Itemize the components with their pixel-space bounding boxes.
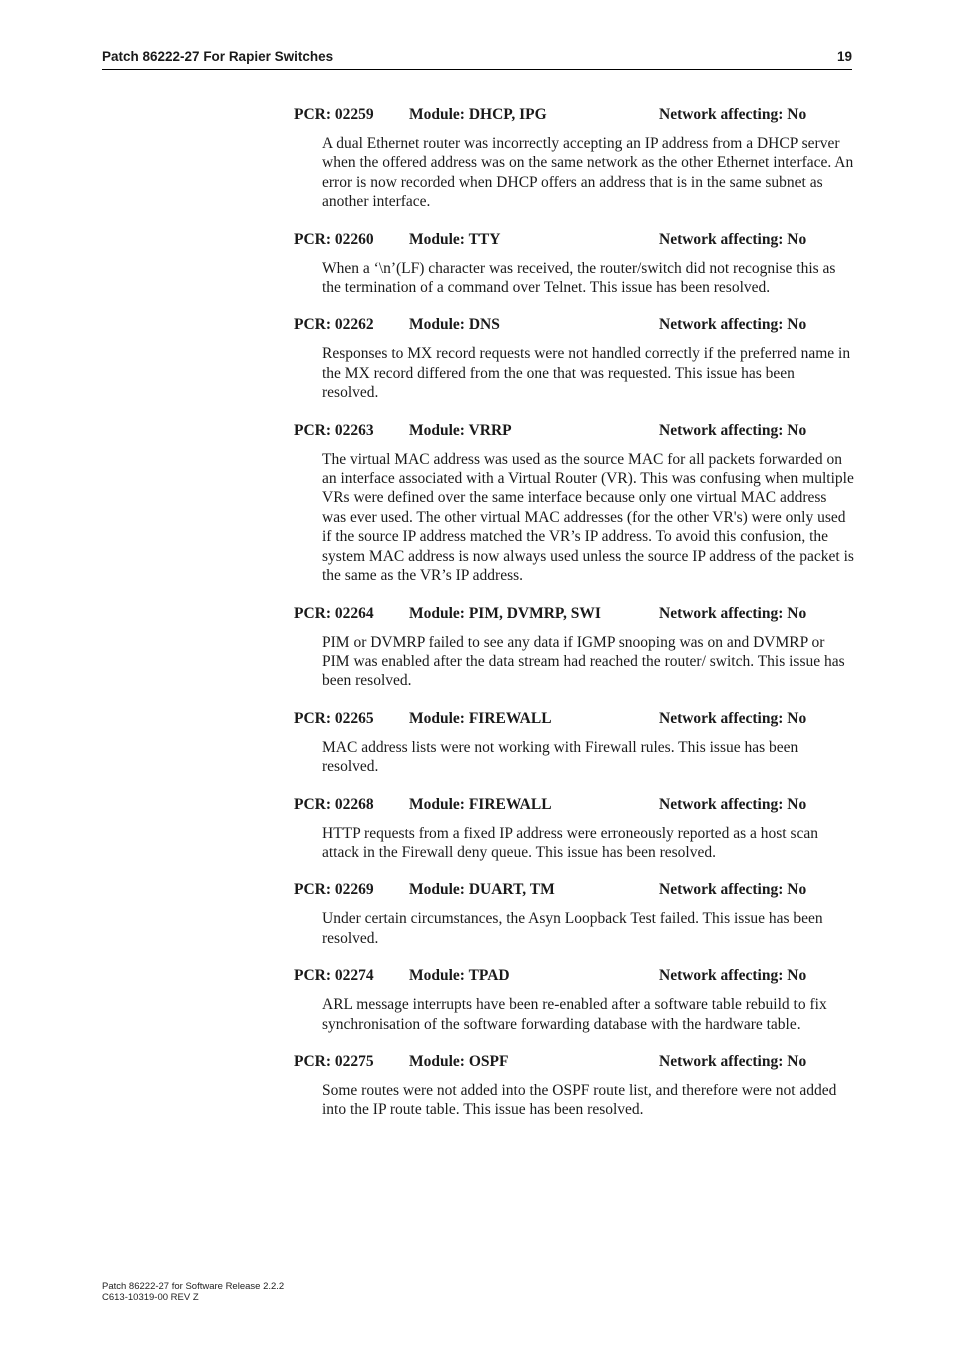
pcr-number: PCR: 02265 bbox=[294, 709, 374, 727]
module-name: Module: PIM, DVMRP, SWI bbox=[409, 604, 601, 622]
pcr-description: Some routes were not added into the OSPF route list, and therefore were not added into the IP route table. This issue has been resolved. bbox=[322, 1081, 837, 1119]
network-affecting: Network affecting: No bbox=[659, 881, 807, 899]
pcr-description: Responses to MX record requests were not handled correctly if the preferred name in the MX record differed from the one that was requested. This issue has been resolved. bbox=[322, 345, 851, 402]
pcr-entry bbox=[294, 881, 854, 948]
pcr-entry-header bbox=[294, 796, 854, 816]
module-name: Module: VRRP bbox=[409, 421, 512, 439]
footer-document-code: C613-10319-00 REV Z bbox=[102, 1292, 199, 1303]
module-name: Module: TTY bbox=[409, 230, 501, 248]
page-number: 19 bbox=[836, 49, 852, 64]
module-name: Module: DNS bbox=[409, 316, 500, 334]
module-name: Module: DHCP, IPG bbox=[409, 106, 547, 123]
network-affecting: Network affecting: No bbox=[659, 967, 807, 985]
page-footer bbox=[102, 1281, 284, 1303]
footer-release-line: Patch 86222-27 for Software Release 2.2.2 bbox=[102, 1281, 285, 1292]
pcr-number: PCR: 02260 bbox=[294, 230, 374, 248]
pcr-number: PCR: 02268 bbox=[294, 795, 374, 813]
pcr-description: MAC address lists were not working with Firewall rules. This issue has been resolved. bbox=[322, 738, 799, 776]
pcr-entry-header bbox=[294, 967, 854, 987]
pcr-description: HTTP requests from a fixed IP address were erroneously reported as a host scan attack in the Firewall deny queue. This issue has been resolved. bbox=[322, 824, 818, 861]
pcr-entry-header bbox=[294, 605, 854, 625]
pcr-number: PCR: 02274 bbox=[294, 967, 374, 985]
pcr-entry-header bbox=[294, 422, 854, 442]
pcr-description: The virtual MAC address was used as the source MAC for all packets forwarded on an interface associated with a Virtual Router (VR). This was confusing when multiple VRs were defined over the same interface because only one virtual MAC address was ever used. The other virtual MAC addresses (for the other VR's) were only used if the source IP address matched the VR’s IP address. To avoid this confusion, the system MAC address is now always used unless the source IP address of the packet is the same as the VR’s IP address. bbox=[322, 450, 854, 585]
pcr-entry bbox=[294, 796, 854, 863]
module-name: Module: TPAD bbox=[409, 967, 510, 985]
pcr-description: ARL message interrupts have been re-enabled after a software table rebuild to fix synchronisation of the software forwarding database with the hardware table. bbox=[322, 996, 827, 1033]
network-affecting: Network affecting: No bbox=[659, 795, 807, 813]
pcr-entry-header bbox=[294, 231, 854, 251]
pcr-entry bbox=[294, 106, 854, 212]
pcr-description: When a ‘\n’(LF) character was received, the router/switch did not recognise this as the termination of a command over Telnet. This issue has been resolved. bbox=[322, 259, 836, 297]
pcr-number: PCR: 02269 bbox=[294, 881, 374, 899]
network-affecting: Network affecting: No bbox=[659, 106, 807, 123]
module-name: Module: DUART, TM bbox=[409, 881, 555, 899]
module-name: Module: FIREWALL bbox=[409, 795, 552, 813]
module-name: Module: OSPF bbox=[409, 1052, 509, 1070]
pcr-number: PCR: 02264 bbox=[294, 604, 374, 622]
pcr-entry-header bbox=[294, 710, 854, 730]
pcr-entry-header bbox=[294, 106, 854, 126]
pcr-entry bbox=[294, 422, 854, 586]
pcr-entry bbox=[294, 316, 854, 402]
network-affecting: Network affecting: No bbox=[659, 604, 807, 622]
pcr-entry bbox=[294, 710, 854, 777]
document-title: Patch 86222-27 For Rapier Switches bbox=[102, 49, 334, 64]
network-affecting: Network affecting: No bbox=[659, 1052, 807, 1070]
pcr-number: PCR: 02275 bbox=[294, 1052, 374, 1070]
pcr-entry bbox=[294, 1053, 854, 1120]
network-affecting: Network affecting: No bbox=[659, 230, 807, 248]
pcr-entry bbox=[294, 605, 854, 691]
page-header bbox=[102, 47, 852, 70]
pcr-description: Under certain circumstances, the Asyn Loopback Test failed. This issue has been resolved. bbox=[322, 910, 823, 947]
pcr-entry bbox=[294, 967, 854, 1034]
pcr-entry-header bbox=[294, 316, 854, 336]
pcr-number: PCR: 02262 bbox=[294, 316, 374, 334]
pcr-entry-header bbox=[294, 881, 854, 901]
pcr-entry-list bbox=[294, 106, 854, 1139]
pcr-description: PIM or DVMRP failed to see any data if IGMP snooping was on and DVMRP or PIM was enabled after the data stream had reached the router/ switch. This issue has been resolved. bbox=[322, 633, 845, 690]
module-name: Module: FIREWALL bbox=[409, 709, 552, 727]
pcr-entry bbox=[294, 231, 854, 298]
network-affecting: Network affecting: No bbox=[659, 709, 807, 727]
pcr-number: PCR: 02263 bbox=[294, 421, 374, 439]
network-affecting: Network affecting: No bbox=[659, 316, 807, 334]
pcr-number: PCR: 02259 bbox=[294, 106, 374, 123]
network-affecting: Network affecting: No bbox=[659, 421, 807, 439]
pcr-description: A dual Ethernet router was incorrectly accepting an IP address from a DHCP server when the offered address was on the same network as the other Ethernet interface. An error is now recorded when DHCP offers an address that is in the same subnet as another interface. bbox=[322, 135, 854, 211]
pcr-entry-header bbox=[294, 1053, 854, 1073]
